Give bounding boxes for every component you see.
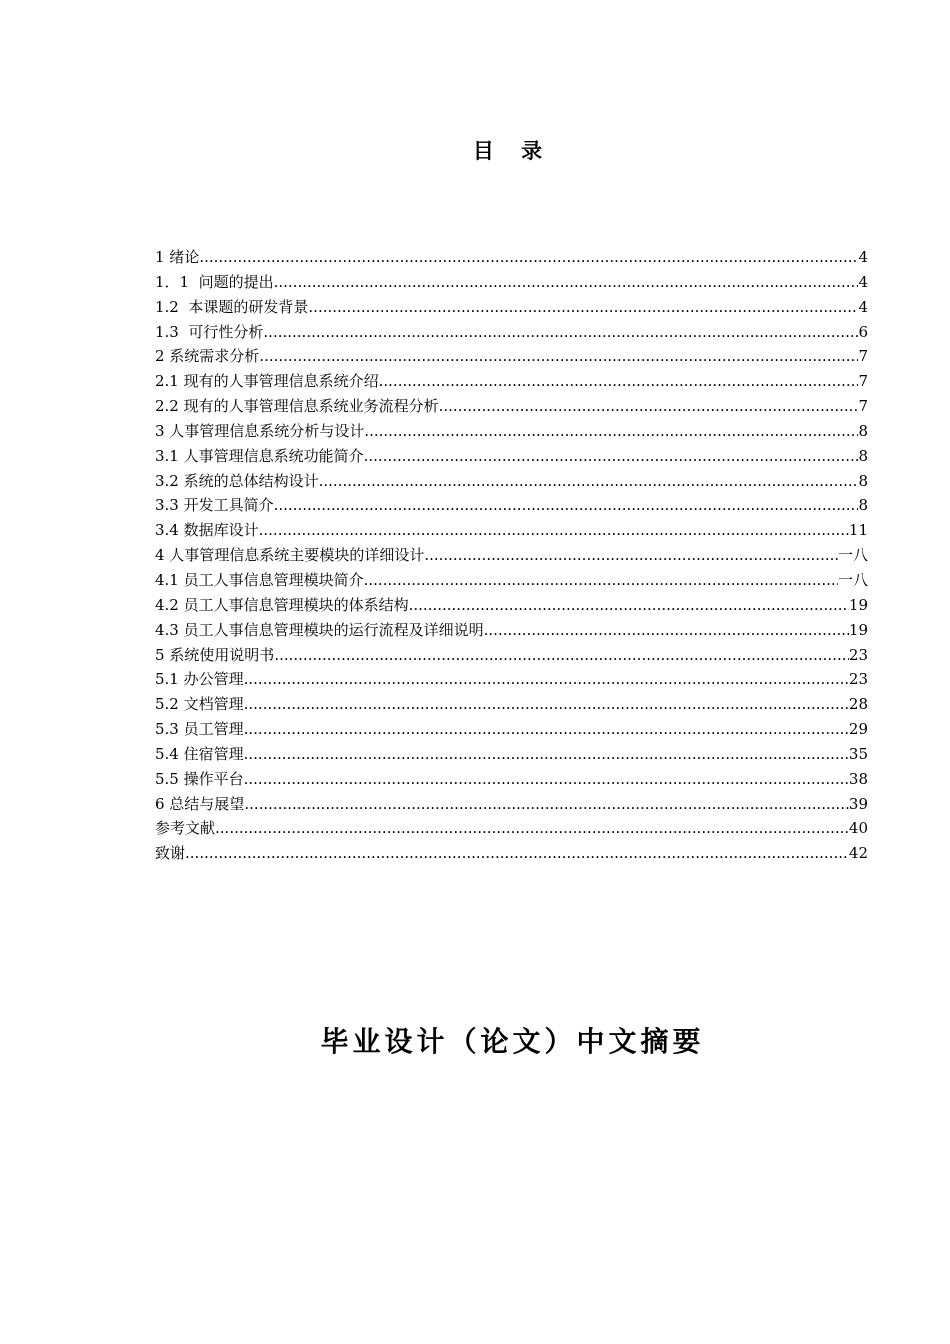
toc-entry: [155, 717, 868, 742]
toc-entry: [155, 469, 868, 494]
toc-entry-page: 一八: [837, 570, 868, 589]
toc-entry-label: 2.1 现有的人事管理信息系统介绍: [155, 372, 379, 391]
toc-entry-label: 参考文献: [155, 819, 216, 838]
toc-entry-page: 8: [858, 446, 868, 465]
toc-dot-leader: [484, 618, 849, 643]
toc-entry-page: 40: [848, 819, 868, 838]
toc-entry: [155, 593, 868, 618]
toc-dot-leader: [364, 444, 859, 469]
toc-entry-page: 4: [858, 272, 868, 291]
toc-entry-label: 3.4 数据库设计: [155, 521, 259, 540]
toc-entry-label: 3.1 人事管理信息系统功能简介: [155, 446, 364, 465]
toc-entry: [155, 344, 868, 369]
toc-entry-page: 7: [858, 347, 868, 366]
toc-entry-page: 23: [848, 670, 868, 689]
toc-dot-leader: [364, 568, 838, 593]
toc-entry-label: 2.2 现有的人事管理信息系统业务流程分析: [155, 397, 439, 416]
toc-entry-page: 4: [858, 297, 868, 316]
toc-entry-label: 4.2 员工人事信息管理模块的体系结构: [155, 595, 409, 614]
toc-dot-leader: [185, 841, 849, 866]
toc-entry-label: 3.2 系统的总体结构设计: [155, 471, 319, 490]
toc-entry: [155, 643, 868, 668]
toc-entry-page: 8: [858, 471, 868, 490]
toc-entry: [155, 618, 868, 643]
toc-entry-page: 29: [848, 720, 868, 739]
toc-entry-page: 8: [858, 421, 868, 440]
toc-entry-page: 7: [858, 372, 868, 391]
toc-dot-leader: [263, 320, 858, 345]
toc-entry-page: 42: [848, 844, 868, 863]
toc-entry: [155, 841, 868, 866]
toc-entry: [155, 692, 868, 717]
toc-entry: [155, 444, 868, 469]
toc-entry-label: 1.3 可行性分析: [155, 322, 264, 341]
toc-entry-page: 11: [848, 521, 868, 540]
toc-entry-page: 6: [858, 322, 868, 341]
toc-dot-leader: [244, 742, 849, 767]
toc-dot-leader: [439, 394, 859, 419]
toc-entry: [155, 369, 868, 394]
toc-entry: [155, 245, 868, 270]
toc-entry: [155, 518, 868, 543]
toc-dot-leader: [244, 692, 849, 717]
toc-entry: [155, 667, 868, 692]
toc-entry-label: 1 绪论: [155, 248, 200, 266]
toc-dot-leader: [308, 295, 858, 320]
toc-entry-page: 23: [848, 645, 868, 664]
toc-entry-label: 致谢: [155, 844, 186, 863]
toc-dot-leader: [319, 469, 859, 494]
toc-entry: [155, 543, 868, 568]
toc-entry-page: 19: [848, 620, 868, 639]
toc-dot-leader: [409, 593, 849, 618]
toc-dot-leader: [215, 816, 849, 841]
toc-entry-label: 3 人事管理信息系统分析与设计: [155, 421, 365, 440]
toc-dot-leader: [424, 543, 838, 568]
toc-entry-label: 1．1 问题的提出: [155, 272, 274, 291]
toc-entry: [155, 270, 868, 295]
toc-entry: [155, 767, 868, 792]
toc-entry: [155, 568, 868, 593]
toc-entry-label: 5.1 办公管理: [155, 670, 244, 689]
toc-entry-label: 5.3 员工管理: [155, 720, 244, 739]
toc-entry-label: 2 系统需求分析: [155, 347, 260, 366]
toc-entry: [155, 742, 868, 767]
toc-dot-leader: [274, 270, 859, 295]
toc-dot-leader: [244, 767, 849, 792]
toc-list: [155, 245, 868, 866]
abstract-title: 毕业设计（论文）中文摘要: [320, 1025, 705, 1058]
toc-entry-page: 19: [848, 595, 868, 614]
toc-entry: [155, 419, 868, 444]
toc-entry-page: 39: [848, 794, 868, 813]
toc-entry-label: 5.5 操作平台: [155, 769, 244, 788]
toc-entry-label: 6 总结与展望: [155, 794, 245, 813]
toc-dot-leader: [364, 419, 858, 444]
toc-entry-label: 1.2 本课题的研发背景: [155, 297, 309, 316]
toc-dot-leader: [244, 667, 849, 692]
toc-entry-page: 4: [858, 248, 868, 266]
toc-entry: [155, 816, 868, 841]
toc-entry-label: 5.4 住宿管理: [155, 744, 244, 763]
toc-entry-label: 4.3 员工人事信息管理模块的运行流程及详细说明: [155, 620, 484, 639]
toc-entry-page: 8: [858, 496, 868, 515]
toc-entry-page: 一八: [837, 546, 868, 565]
toc-entry-label: 3.3 开发工具简介: [155, 496, 274, 515]
toc-dot-leader: [274, 643, 849, 668]
toc-entry: [155, 493, 868, 518]
toc-dot-leader: [259, 344, 858, 369]
toc-entry: [155, 394, 868, 419]
toc-dot-leader: [259, 518, 849, 543]
toc-entry-label: 4.1 员工人事信息管理模块简介: [155, 570, 364, 589]
toc-dot-leader: [244, 792, 849, 817]
toc-dot-leader: [379, 369, 859, 394]
toc-dot-leader: [274, 493, 859, 518]
toc-entry-label: 4 人事管理信息系统主要模块的详细设计: [155, 546, 425, 565]
toc-entry: [155, 320, 868, 345]
toc-entry: [155, 792, 868, 817]
toc-entry-label: 5.2 文档管理: [155, 695, 244, 714]
toc-entry-page: 7: [858, 397, 868, 416]
toc-entry: [155, 295, 868, 320]
toc-dot-leader: [199, 245, 858, 270]
toc-entry-page: 28: [848, 695, 868, 714]
toc-title: 目 录: [472, 139, 553, 163]
toc-entry-page: 35: [848, 744, 868, 763]
toc-entry-page: 38: [848, 769, 868, 788]
toc-entry-label: 5 系统使用说明书: [155, 645, 275, 664]
toc-dot-leader: [244, 717, 849, 742]
